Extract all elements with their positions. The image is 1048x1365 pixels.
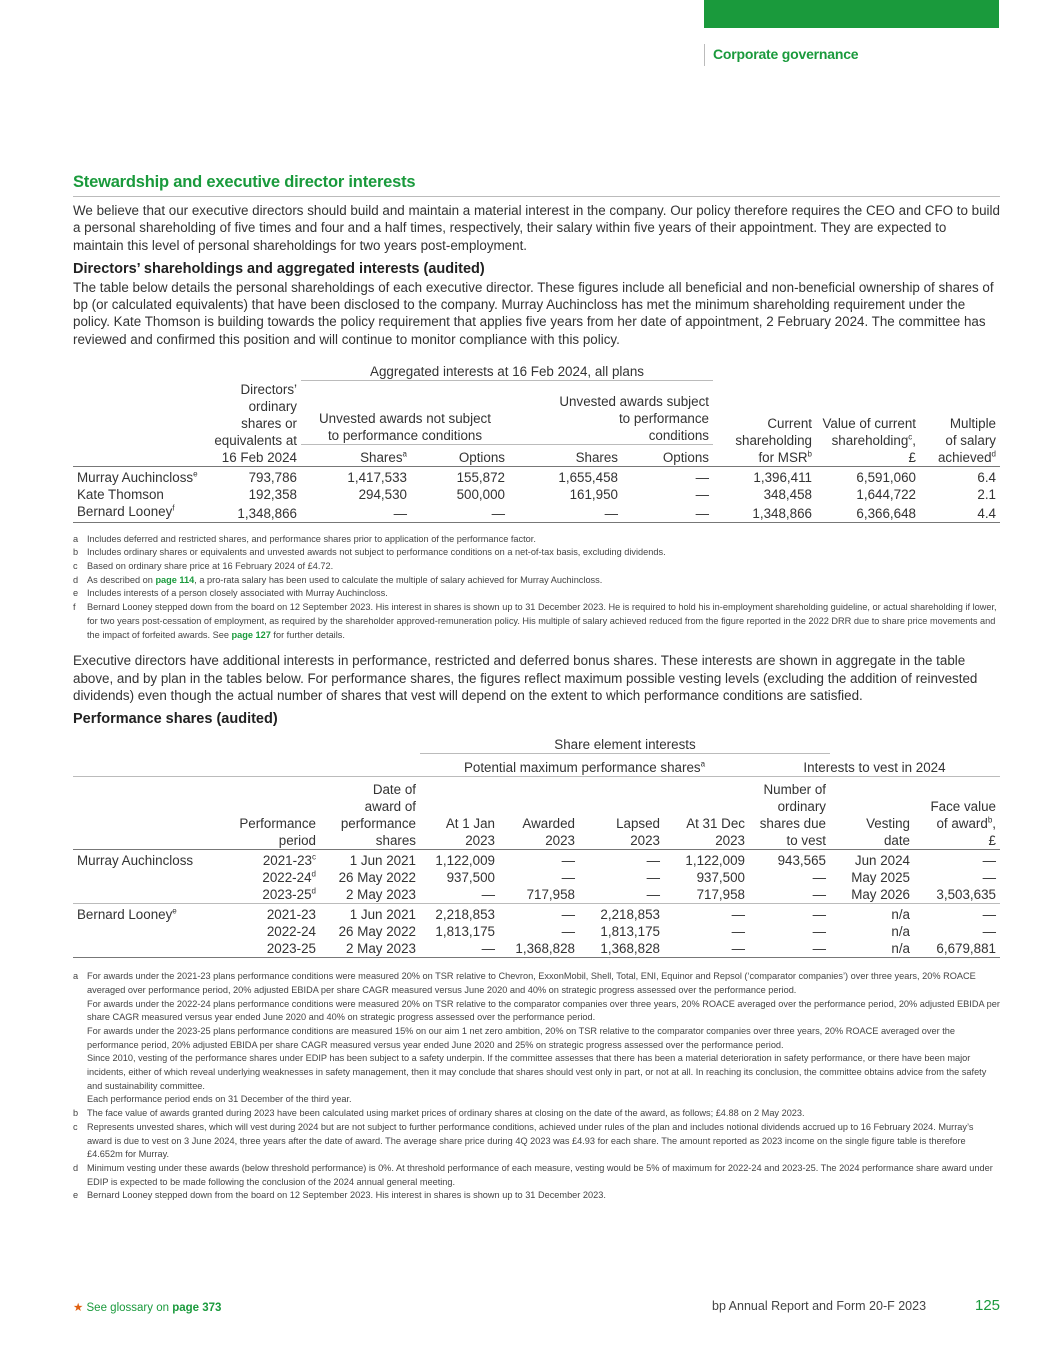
- table-row: 2022-24$^d$ 26 May 2022 937,500 — — 937,500 — May 2025 —: [262, 869, 996, 886]
- glossary-note: ★ See glossary on page 373: [73, 1302, 222, 1314]
- page-127-link[interactable]: page 127: [231, 629, 271, 640]
- star-icon: ★: [73, 1302, 84, 1314]
- col-lapsed: Lapsed 2023: [616, 816, 660, 849]
- col-current-msr: Current shareholding for MSR$^b$: [735, 415, 812, 465]
- table-row: 2022-24 26 May 2022 1,813,175 — 1,813,175 — — n/a —: [266, 924, 996, 940]
- share-element-header: Share element interests: [420, 736, 830, 754]
- col-awarded: Awarded 2023: [522, 816, 575, 849]
- col-ordinary-shares: Directors’ ordinary shares or equivalents at 16 Feb 2024: [214, 381, 297, 465]
- table-row: 2023-25$^d$ 2 May 2023 — 717,958 — 717,958 — May 2026 3,503,635: [73, 886, 1000, 904]
- group-not-subject: Unvested awards not subject to performance conditions: [301, 381, 509, 445]
- potential-max-header: Potential maximum performance shares$^a$: [420, 754, 749, 777]
- col-performance-period: Performance period: [228, 777, 320, 850]
- page-title: Stewardship and executive director interests: [73, 173, 1000, 197]
- shareholdings-table: [73, 363, 1000, 523]
- col-s-options: Options: [662, 449, 709, 465]
- col-number-to-vest: Number of ordinary shares due to vest: [759, 782, 826, 849]
- shareholdings-paragraph: The table below details the personal shareholdings of each executive director. These figures include all beneficial and non-beneficial ownership of shares of bp (or calculated equivalents) that have been disclosed to the company. Murray Auchincloss has met the minimum shareholding requirement under the policy. Kate Thomson is building towards the policy requirement that applies five years from her date of appointment, 2 February 2024. The committee has reviewed and confirmed this position and will continue to monitor compliance with this policy.: [73, 279, 994, 347]
- table-row: Murray Auchincloss$^e$ 793,786 1,417,533 155,872 1,655,458 — 1,396,411 6,591,060 6.4: [77, 469, 996, 485]
- table-row: Murray Auchincloss 2021-23$^c$ 1 Jun 2021 1,122,009 — — 1,122,009 943,565 Jun 2024 —: [77, 852, 996, 869]
- subheading-shareholdings: Directors’ shareholdings and aggregated interests (audited): [73, 260, 485, 277]
- col-face-value: Face value of award$^b$, £: [930, 799, 996, 849]
- performance-shares-table: [73, 736, 1000, 958]
- header-accent-bar: [704, 0, 999, 28]
- col-date-of-award: Date of award of performance shares: [320, 777, 420, 850]
- col-ns-options: Options: [458, 449, 505, 465]
- col-at-31-dec: At 31 Dec 2023: [686, 816, 745, 849]
- table-row: Kate Thomson 192,358 294,530 500,000 161,950 — 348,458 1,644,722 2.1: [77, 486, 996, 502]
- subheading-performance-shares: Performance shares (audited): [73, 711, 278, 728]
- col-s-shares: Shares: [575, 449, 618, 465]
- col-vesting-date: Vesting date: [866, 816, 910, 849]
- header-divider: [704, 44, 705, 66]
- footnotes-table1: a Includes deferred and restricted shares, and performance shares prior to application of the performance factor. b Includes ordinary shares or equivalents and unvested awards not subject to performance conditions on a net-of-tax basis, excluding dividends. c Based on ordinary share price at 16 February 2024 of £4.72. d As described on page 114, a pro-rata salary has been used to calculate the multiple of salary achieved for Murray Auchincloss. e Includes interests of a person closely associated with Murray Auchincloss. f Bernard Looney stepped down from the board on 12 September 2023. His interest in shares is shown up to 31 December 2023. He is required to hold his in-employment shareholding guideline, or actual shareholding if lower, for two years post-cessation of employment, as required by the shareholder approved-remuneration policy. His multiple of salary achieved reduced from the figure reported in the 2022 DRR due to share price movements and the impact of forfeited awards. See page 127 for further details.: [73, 533, 997, 640]
- group-subject: Unvested awards subject to performance conditions: [509, 381, 713, 445]
- page-373-link[interactable]: page 373: [172, 1302, 222, 1314]
- col-multiple-salary: Multiple of salary achieved$^d$: [937, 415, 996, 465]
- table-row: Bernard Looney$^f$ 1,348,866 — — — — 1,348,866 6,366,648 4.4: [73, 503, 1000, 523]
- table-row: 2023-25 2 May 2023 — 1,368,828 1,368,828 — — n/a 6,679,881: [73, 940, 1000, 958]
- aggregated-group-header: Aggregated interests at 16 Feb 2024, all plans: [301, 363, 713, 381]
- intro-paragraph: We believe that our executive directors should build and maintain a material interest in the company. Our policy therefore requires the CEO and CFO to build a personal shareholding of five times and four and a half times, respectively, their salary within five years of their appointment. They are expected to maintain this level of personal shareholdings for two years post-employment.: [73, 203, 1000, 253]
- interests-paragraph: Executive directors have additional interests in performance, restricted and deferred bonus shares. These interests are shown in aggregate in the table above, and by plan in the tables below. For performance shares, the figures reflect maximum possible vesting levels (excluding the addition of reinvested dividends) even though the actual number of shares that vest will depend on the extent to which performance conditions are satisfied.: [73, 653, 978, 703]
- vest-2024-header: Interests to vest in 2024: [749, 754, 1000, 777]
- table-row: Bernard Looney$^e$ 2021-23 1 Jun 2021 2,218,853 — 2,218,853 — — n/a —: [77, 906, 996, 923]
- page-number: 125: [975, 1297, 1001, 1314]
- section-label: Corporate governance: [713, 46, 859, 62]
- footnotes-table2: a For awards under the 2021-23 plans performance conditions were measured 20% on TSR relative to Chevron, ExxonMobil, Shell, Total, ENI, Equinor and Repsol (‘comparator companies’) over three years, 20% ROACE averaged over performance period, 20% adjusted EBIDA per share CAGR measured versus June 2020 and 40% on strategic progress assessed over the performance period. For awards under the 2022-24 plans performance conditions were measured 20% on TSR relative to the comparator companies over three years, 20% ROACE averaged over the performance period, 20% adjusted EBIDA per share CAGR measured versus year ended June 2020 and 40% on strategic progress assessed over the performance period. For awards under the 2023-25 plans performance conditions are measured 15% on our aim 1 net zero ambition, 20% on TSR relative to the comparator companies over three years, 20% ROACE averaged over the performance period, 20% adjusted EBIDA per share CAGR measured versus year ended June 2020 and 25% on strategic progress assessed over the performance period. Since 2010, vesting of the performance shares under EDIP has been subject to a safety underpin. If the committee assesses that there has been a material deterioration in safety performance, or there have been major incidents, either of which reveal underlying weaknesses in safety management, then it may conclude that shares should vest only in part, or not at all. In reaching its conclusion, the committee obtains advice from the safety and sustainability committee. Each performance period ends on 31 December of the third year. b The face value of awards granted during 2023 have been calculated using market prices of ordinary shares at closing on the date of the award, as follows; £4.88 on 2 May 2023. c Represents unvested shares, which will vest during 2024 but are not subject to further performance conditions, achieved under rules of the plan and includes notional dividends accrued up to 16 February 2024. Murray’s award is due to vest on 3 June 2024, three years after the date of award. The average share price during 4Q 2023 was £4.93 for each share. The amount reported as 2023 income on the single figure table is therefore £4.652m for Murray. d Minimum vesting under these awards (below threshold performance) is 0%. At threshold performance of each measure, vesting would be 5% of maximum for 2022-24 and 2023-25. The 2024 performance share award under EDIP is expected to be made following the conclusion of the 2024 annual general meeting. e Bernard Looney stepped down from the board on 12 September 2023. His interest in shares is shown up to 31 December 2023.: [73, 971, 1000, 1201]
- col-value-current: Value of current shareholding$^c$, £: [822, 415, 916, 465]
- report-title: bp Annual Report and Form 20-F 2023: [712, 1299, 927, 1313]
- col-ns-shares: Shares$^a$: [360, 449, 407, 465]
- page-114-link[interactable]: page 114: [155, 574, 195, 585]
- main-content: [73, 173, 1000, 1203]
- col-at-1-jan: At 1 Jan 2023: [445, 816, 495, 849]
